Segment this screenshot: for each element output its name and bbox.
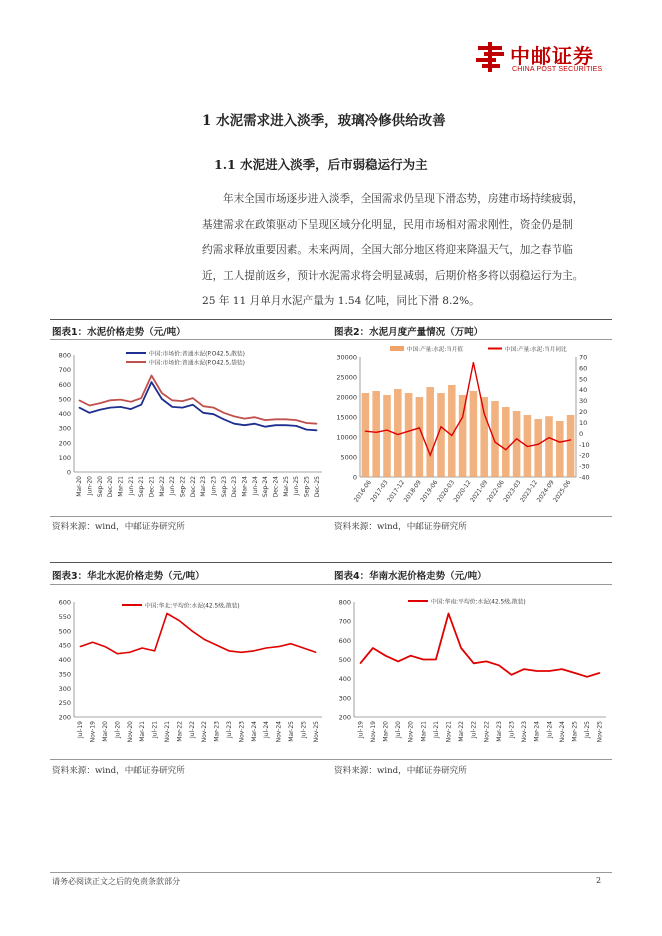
output-bar xyxy=(534,419,542,477)
y-tick-label-right: 30 xyxy=(579,397,588,406)
x-tick-label: Sep-20 xyxy=(96,476,104,498)
y-tick-label-right: 20 xyxy=(579,408,588,417)
data-point xyxy=(486,661,487,662)
x-tick-label: 2020-03 xyxy=(435,479,457,504)
y-tick-label: 550 xyxy=(58,612,71,621)
data-point xyxy=(385,655,386,656)
figure-1-source: 资料来源：wind，中邮证券研究所 xyxy=(52,522,185,532)
output-bar xyxy=(362,393,370,477)
data-point xyxy=(376,432,377,433)
x-tick-label: Mar-22 xyxy=(176,721,184,742)
x-tick-label: Jun-23 xyxy=(210,476,218,496)
y-tick-label: 500 xyxy=(58,395,71,404)
output-bar xyxy=(513,411,521,477)
x-tick-label: 2019-06 xyxy=(419,479,440,504)
data-point xyxy=(548,437,549,438)
data-point xyxy=(315,652,316,653)
paragraph-line: 约需求释放重要因素。未来两周，全国大部分地区将迎来降温天气，加之春节临 xyxy=(202,244,573,256)
x-tick-label: Nov-20 xyxy=(126,721,134,743)
x-tick-label: Mar-23 xyxy=(200,476,208,497)
y-tick-label-left: 15000 xyxy=(336,413,357,422)
x-tick-label: Jul-19 xyxy=(357,721,365,739)
x-tick-label: Nov-24 xyxy=(558,721,566,743)
data-point xyxy=(182,407,183,408)
data-point xyxy=(448,613,449,614)
x-tick-label: Jul-25 xyxy=(300,721,308,739)
x-tick-label: Jun-25 xyxy=(293,476,301,496)
x-tick-label: Jul-20 xyxy=(114,721,122,739)
data-point xyxy=(141,404,142,405)
x-tick-label: Mar-20 xyxy=(102,721,109,742)
data-point xyxy=(142,647,143,648)
data-point xyxy=(290,643,291,644)
subsection-heading: 1.1 水泥进入淡季，后市弱稳运行为主 xyxy=(214,157,428,172)
x-tick-label: 2017-03 xyxy=(369,479,390,504)
x-tick-label: 2023-03 xyxy=(502,479,523,504)
x-tick-label: Jun-21 xyxy=(127,476,135,496)
data-point xyxy=(99,409,100,410)
data-point xyxy=(92,642,93,643)
data-point xyxy=(303,647,304,648)
figure-2-source: 资料来源：wind，中邮证券研究所 xyxy=(334,522,467,532)
x-tick-label: Mar-25 xyxy=(571,721,579,742)
y-tick-label-right: 10 xyxy=(579,418,588,427)
data-point xyxy=(151,381,152,382)
data-point xyxy=(223,419,224,420)
x-tick-label: Nov-19 xyxy=(369,721,377,743)
data-point xyxy=(296,419,297,420)
data-point xyxy=(179,620,180,621)
figure-1-title: 图表1：水泥价格走势（元/吨） xyxy=(52,327,186,338)
y-tick-label: 300 xyxy=(58,684,71,693)
data-point xyxy=(275,425,276,426)
y-tick-label: 0 xyxy=(66,468,71,477)
legend-label: 中国:华北:平均价:水泥(42.5级,散装) xyxy=(145,603,240,610)
data-point xyxy=(451,435,452,436)
output-bar xyxy=(556,421,564,477)
x-tick-label: Jun-24 xyxy=(251,476,259,496)
data-point xyxy=(360,663,361,664)
x-tick-label: Sep-24 xyxy=(262,476,270,498)
x-tick-label: Dec-23 xyxy=(231,476,239,498)
output-bar xyxy=(383,395,391,477)
data-point xyxy=(203,412,204,413)
x-tick-label: Sep-22 xyxy=(179,476,187,498)
data-point xyxy=(285,425,286,426)
x-tick-label: Mar-22 xyxy=(458,721,466,742)
y-tick-label-left: 25000 xyxy=(336,373,357,382)
x-tick-label: Jul-19 xyxy=(77,721,85,739)
output-bar xyxy=(502,407,510,477)
data-point xyxy=(386,429,387,430)
x-tick-label: 2025-06 xyxy=(552,479,573,504)
x-tick-label: Sep-25 xyxy=(303,476,311,498)
data-point xyxy=(151,375,152,376)
legend-label: 中国:市场价:普通水泥(P.O42.5,散装) xyxy=(149,351,245,358)
paragraph-line: 年末全国市场逐步进入淡季，全国需求仍呈现下滑态势，房建市场持续疲弱， xyxy=(223,193,584,205)
y-tick-label: 350 xyxy=(58,670,71,679)
x-tick-label: 2024-09 xyxy=(535,479,556,504)
y-tick-label: 250 xyxy=(58,699,71,708)
data-point xyxy=(316,430,317,431)
y-tick-label: 400 xyxy=(58,656,71,664)
x-tick-label: Jul-24 xyxy=(546,721,554,739)
y-tick-label-right: -30 xyxy=(579,462,590,471)
data-point xyxy=(505,449,506,450)
x-tick-label: Mar-23 xyxy=(213,721,221,742)
x-tick-label: 2023-12 xyxy=(518,479,540,504)
paragraph-line: 近，工人提前返乡，预计水泥需求将会明显减弱，后期价格多将以弱稳运行为主。 xyxy=(202,269,584,282)
footer-disclaimer: 请务必阅读正文之后的免责条款部分 xyxy=(52,877,180,886)
chart-cement-price xyxy=(46,341,328,517)
x-tick-label: 2020-12 xyxy=(452,479,473,504)
y-tick-label-left: 10000 xyxy=(336,433,357,442)
y-tick-label: 600 xyxy=(338,636,351,645)
y-tick-label: 300 xyxy=(58,424,71,433)
x-tick-label: Dec-20 xyxy=(107,476,115,498)
legend-label: 中国:产量:水泥:当月值 xyxy=(407,347,463,353)
data-point xyxy=(527,446,528,447)
chart-south-china-price xyxy=(330,590,612,760)
china-post-emblem-icon xyxy=(474,40,506,74)
data-point xyxy=(306,429,307,430)
data-point xyxy=(141,398,142,399)
x-tick-label: Jul-22 xyxy=(188,721,196,739)
x-tick-label: Dec-21 xyxy=(148,476,156,498)
x-tick-label: Mar-20 xyxy=(76,476,84,497)
data-point xyxy=(104,646,105,647)
data-point xyxy=(265,419,266,420)
data-point xyxy=(234,416,235,417)
data-point xyxy=(516,438,517,439)
x-tick-label: Jul-22 xyxy=(470,721,478,739)
x-tick-label: Jul-21 xyxy=(151,721,159,739)
data-point xyxy=(275,419,276,420)
y-tick-label: 500 xyxy=(58,627,71,636)
data-point xyxy=(223,412,224,413)
y-tick-label-left: 5000 xyxy=(340,453,357,462)
data-point xyxy=(130,401,131,402)
page-number: 2 xyxy=(596,876,602,885)
data-point xyxy=(549,670,550,671)
brand-logo xyxy=(474,38,614,78)
y-tick-label-left: 20000 xyxy=(336,393,357,402)
data-point xyxy=(228,650,229,651)
data-point xyxy=(192,398,193,399)
y-tick-label: 450 xyxy=(58,641,71,650)
x-tick-label: Nov-23 xyxy=(521,721,529,743)
x-tick-label: Nov-23 xyxy=(238,721,246,743)
legend-label: 中国:市场价:普通水泥(P.O42.5,袋装) xyxy=(149,360,245,367)
data-point xyxy=(435,659,436,660)
data-point xyxy=(182,400,183,401)
y-tick-label-left: 0 xyxy=(352,473,357,482)
data-point xyxy=(244,418,245,419)
y-tick-label-right: 70 xyxy=(579,353,588,362)
legend-label: 中国:产量:水泥:当月同比 xyxy=(505,347,567,353)
brand-name-en: CHINA POST SECURITIES xyxy=(512,66,603,73)
data-point xyxy=(89,412,90,413)
x-tick-label: Sep-23 xyxy=(220,476,228,498)
data-point xyxy=(423,659,424,660)
data-point xyxy=(372,647,373,648)
series-line xyxy=(80,614,316,654)
y-tick-label-right: -20 xyxy=(579,451,590,460)
data-point xyxy=(130,409,131,410)
data-point xyxy=(172,406,173,407)
data-point xyxy=(204,639,205,640)
output-bar xyxy=(459,395,467,477)
data-point xyxy=(192,404,193,405)
data-point xyxy=(536,670,537,671)
y-tick-label-right: -10 xyxy=(579,440,590,449)
data-point xyxy=(254,417,255,418)
data-point xyxy=(89,405,90,406)
section-heading: 1 水泥需求进入淡季，玻璃冷修供给改善 xyxy=(202,113,446,129)
x-tick-label: Nov-25 xyxy=(312,721,320,743)
output-bar xyxy=(372,391,380,477)
output-bar xyxy=(545,416,553,477)
data-point xyxy=(278,646,279,647)
x-tick-label: Jun-20 xyxy=(86,476,94,496)
brand-name-cn: 中邮证券 xyxy=(510,44,594,68)
x-tick-label: Mar-24 xyxy=(250,721,258,742)
data-point xyxy=(117,653,118,654)
x-tick-label: Mar-24 xyxy=(241,476,249,497)
data-point xyxy=(461,647,462,648)
data-point xyxy=(129,652,130,653)
data-point xyxy=(306,422,307,423)
data-point xyxy=(213,414,214,415)
x-tick-label: Dec-24 xyxy=(272,476,280,498)
output-bar xyxy=(470,391,478,477)
body-paragraph xyxy=(202,187,602,315)
figure-3-title: 图表3：华北水泥价格走势（元/吨） xyxy=(52,571,205,582)
x-tick-label: 2018-09 xyxy=(402,479,423,504)
chart-cement-output xyxy=(330,341,612,517)
data-point xyxy=(440,426,441,427)
data-point xyxy=(419,427,420,428)
data-point xyxy=(398,661,399,662)
data-point xyxy=(587,676,588,677)
data-point xyxy=(511,674,512,675)
data-point xyxy=(559,441,560,442)
x-tick-label: Dec-25 xyxy=(313,476,321,498)
x-tick-label: Mar-23 xyxy=(495,721,503,742)
x-tick-label: 2021-09 xyxy=(469,479,490,504)
data-point xyxy=(161,398,162,399)
x-tick-label: Jul-21 xyxy=(432,721,440,739)
x-tick-label: Nov-25 xyxy=(596,721,604,743)
figure-2-title: 图表2：水泥月度产量情况（万吨） xyxy=(334,327,484,338)
data-point xyxy=(120,406,121,407)
y-tick-label: 700 xyxy=(338,617,351,626)
y-tick-label-left: 30000 xyxy=(336,353,357,362)
data-point xyxy=(191,630,192,631)
x-tick-label: Mar-20 xyxy=(382,721,390,742)
data-point xyxy=(80,646,81,647)
x-tick-label: Nov-22 xyxy=(483,721,491,743)
data-point xyxy=(410,655,411,656)
data-point xyxy=(254,423,255,424)
x-tick-label: Nov-21 xyxy=(445,721,453,743)
figure-4-title: 图表4：华南水泥价格走势（元/吨） xyxy=(334,571,487,582)
series-line xyxy=(79,382,317,430)
x-tick-label: Jul-20 xyxy=(395,721,403,739)
x-tick-label: Nov-20 xyxy=(407,721,415,743)
data-point xyxy=(574,672,575,673)
paragraph-line: 25 年 11 月单月水泥产量为 1.54 亿吨，同比下滑 8.2%。 xyxy=(202,295,480,307)
x-tick-label: Mar-25 xyxy=(282,476,290,497)
data-point xyxy=(99,403,100,404)
data-point xyxy=(154,650,155,651)
series-line xyxy=(360,614,599,677)
data-point xyxy=(296,425,297,426)
data-point xyxy=(244,425,245,426)
x-tick-label: Jul-23 xyxy=(508,721,516,739)
data-point xyxy=(430,455,431,456)
data-point xyxy=(285,419,286,420)
data-point xyxy=(234,423,235,424)
x-tick-label: Mar-25 xyxy=(288,721,295,742)
x-tick-label: Jul-23 xyxy=(226,721,233,739)
output-bar xyxy=(426,387,434,477)
legend-label: 中国:华南:平均价:水泥(42.5级,散装) xyxy=(431,599,526,606)
output-bar xyxy=(491,401,499,477)
y-tick-label: 600 xyxy=(58,380,71,389)
x-tick-label: Nov-24 xyxy=(275,721,283,743)
data-point xyxy=(561,668,562,669)
data-point xyxy=(213,407,214,408)
data-point xyxy=(316,423,317,424)
data-point xyxy=(265,426,266,427)
x-tick-label: Mar-21 xyxy=(420,721,428,742)
x-tick-label: Jul-24 xyxy=(263,721,271,739)
data-point xyxy=(166,613,167,614)
y-tick-label: 400 xyxy=(338,675,351,684)
chart-north-china-price xyxy=(46,590,328,760)
x-tick-label: Nov-22 xyxy=(201,721,209,743)
x-tick-label: Mar-21 xyxy=(117,476,125,497)
figure-4-source: 资料来源：wind，中邮证券研究所 xyxy=(334,766,467,776)
y-tick-label: 100 xyxy=(58,453,71,462)
data-point xyxy=(161,392,162,393)
data-point xyxy=(110,400,111,401)
y-tick-label-right: 50 xyxy=(579,375,588,384)
data-point xyxy=(110,407,111,408)
y-tick-label: 700 xyxy=(58,366,71,375)
x-tick-label: 2022-06 xyxy=(485,479,506,504)
data-point xyxy=(79,400,80,401)
x-tick-label: 2016-06 xyxy=(352,479,373,504)
data-point xyxy=(203,406,204,407)
x-tick-label: Mar-24 xyxy=(533,721,541,742)
y-tick-label: 300 xyxy=(338,694,351,703)
y-tick-label-right: 0 xyxy=(579,429,584,438)
y-tick-label: 200 xyxy=(338,713,351,722)
y-tick-label-right: 60 xyxy=(579,364,588,373)
series-line xyxy=(79,376,317,424)
data-point xyxy=(216,645,217,646)
y-tick-label: 800 xyxy=(338,598,351,607)
y-tick-label-right: 40 xyxy=(579,386,588,395)
data-point xyxy=(473,362,474,363)
y-tick-label: 200 xyxy=(58,439,71,448)
data-point xyxy=(266,647,267,648)
output-bar xyxy=(567,415,575,477)
paragraph-line: 基建需求在政策驱动下呈现区域分化明显，民用市场相对需求刚性，资金仍是制 xyxy=(202,218,573,231)
y-tick-label: 400 xyxy=(58,410,71,418)
x-tick-label: 2017-12 xyxy=(386,479,407,504)
x-tick-label: Jul-25 xyxy=(584,721,592,739)
y-tick-label: 800 xyxy=(58,351,71,360)
data-point xyxy=(79,407,80,408)
output-bar xyxy=(416,397,424,477)
data-point xyxy=(462,416,463,417)
data-point xyxy=(538,444,539,445)
y-tick-label: 600 xyxy=(58,598,71,607)
data-point xyxy=(397,434,398,435)
data-point xyxy=(172,400,173,401)
x-tick-label: Sep-21 xyxy=(138,476,146,498)
output-bar xyxy=(480,397,488,477)
x-tick-label: Jun-22 xyxy=(169,476,177,496)
data-point xyxy=(253,650,254,651)
data-point xyxy=(473,663,474,664)
data-point xyxy=(599,672,600,673)
x-tick-label: Mar-22 xyxy=(158,476,166,497)
y-tick-label-right: -40 xyxy=(579,473,590,482)
data-point xyxy=(494,441,495,442)
legend-swatch-bar xyxy=(390,346,404,351)
y-tick-label: 200 xyxy=(58,713,71,722)
data-point xyxy=(498,665,499,666)
figure-3-source: 资料来源：wind，中邮证券研究所 xyxy=(52,766,185,776)
x-tick-label: Nov-21 xyxy=(164,721,171,743)
data-point xyxy=(524,668,525,669)
data-point xyxy=(570,439,571,440)
data-point xyxy=(408,431,409,432)
data-point xyxy=(484,413,485,414)
x-tick-label: Mar-21 xyxy=(139,721,147,742)
data-point xyxy=(120,399,121,400)
x-tick-label: Dec-22 xyxy=(189,476,197,498)
data-point xyxy=(241,652,242,653)
x-tick-label: Nov-19 xyxy=(89,721,97,743)
output-bar xyxy=(405,393,413,477)
y-tick-label: 500 xyxy=(338,656,351,664)
data-point xyxy=(365,431,366,432)
